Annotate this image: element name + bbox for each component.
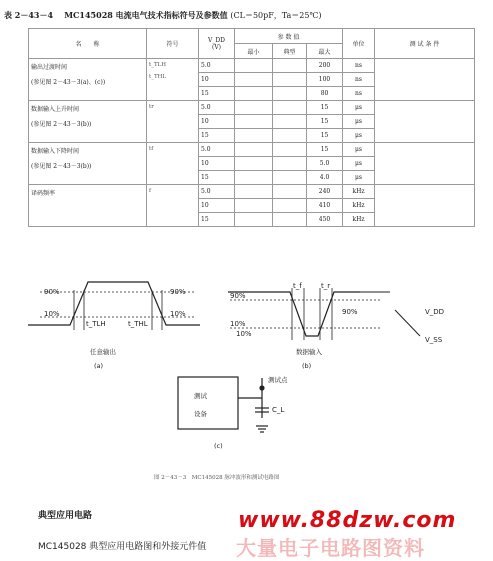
typ-cell [273, 143, 307, 157]
watermark-url: www.88dzw.com [238, 508, 457, 533]
test-point-label: 测试点 [268, 376, 288, 384]
param-symbol-cell [147, 101, 199, 143]
col-typ-header: 典型 [273, 44, 307, 59]
param-name-cell [29, 143, 147, 185]
typ-cell [273, 199, 307, 213]
watermark-cn: 大量电子电路图资料 [236, 536, 425, 560]
param-name-cell [29, 59, 147, 101]
vdd-header-label: V_DD [208, 36, 225, 44]
typ-cell [273, 157, 307, 171]
table-row [29, 101, 475, 115]
table-title-text: MC145028 电流电气技术指标符号及参数值 [64, 10, 228, 20]
typ-cell [273, 73, 307, 87]
vdd-cell: 10 [199, 157, 235, 171]
vdd-label: V_DD [425, 308, 445, 316]
min-cell [235, 59, 273, 73]
max-cell: 410 [307, 199, 343, 213]
level-90-label-b: 90% [230, 292, 246, 300]
level-10-label-a: 10% [44, 310, 60, 318]
box-line2: 设备 [194, 410, 207, 418]
param-symbol-cell [147, 185, 199, 227]
unit-cell: μs [343, 101, 375, 115]
spec-table [28, 28, 475, 227]
section-heading: 典型应用电路 [38, 511, 93, 521]
table-row [29, 185, 475, 199]
vdd-cell: 5.0 [199, 101, 235, 115]
tf-label: t_f [293, 282, 302, 290]
typ-cell [273, 129, 307, 143]
vdd-header-unit: (V) [211, 43, 221, 51]
min-cell [235, 115, 273, 129]
min-cell [235, 101, 273, 115]
table-number: 表 2－43－4 [4, 10, 54, 20]
vdd-cell: 5.0 [199, 143, 235, 157]
max-cell: 4.0 [307, 171, 343, 185]
unit-cell: ns [343, 59, 375, 73]
waveform-figure [0, 270, 493, 470]
level-90-label-a: 90% [44, 288, 60, 296]
figure-caption: 图 2－43－3 MC145028 脉冲波形和测试电路图 [154, 475, 280, 481]
cl-label: C_L [272, 406, 285, 414]
min-cell [235, 73, 273, 87]
unit-cell: μs [343, 143, 375, 157]
unit-cell: kHz [343, 185, 375, 199]
max-cell: 200 [307, 59, 343, 73]
test-cell [375, 185, 475, 227]
max-cell: 15 [307, 143, 343, 157]
max-cell: 80 [307, 87, 343, 101]
test-equipment-box [178, 377, 238, 429]
unit-cell: μs [343, 129, 375, 143]
col-name-header: 名 称 [29, 29, 147, 59]
vdd-cell: 15 [199, 87, 235, 101]
col-params-header: 参 数 值 [235, 29, 343, 44]
min-cell [235, 171, 273, 185]
test-point-node [260, 386, 264, 390]
max-cell: 5.0 [307, 157, 343, 171]
min-cell [235, 87, 273, 101]
data-input-label: 数据输入 [296, 348, 322, 356]
col-unit-header: 单位 [343, 29, 375, 59]
min-cell [235, 157, 273, 171]
figure-a-tag: (a) [94, 362, 104, 370]
typ-cell [273, 87, 307, 101]
col-max-header: 最大 [307, 44, 343, 59]
test-cell [375, 143, 475, 185]
min-cell [235, 143, 273, 157]
vdd-cell: 15 [199, 213, 235, 227]
vss-slope [395, 310, 420, 336]
test-cell [375, 101, 475, 143]
param-name: 输出过渡时间 [31, 64, 68, 71]
tthl-label: t_THL [128, 320, 148, 328]
level-90-label-b2: 90% [342, 308, 358, 316]
typ-cell [273, 185, 307, 199]
max-cell: 100 [307, 73, 343, 87]
unit-cell: kHz [343, 199, 375, 213]
ttlh-label: t_TLH [86, 320, 106, 328]
vdd-cell: 15 [199, 129, 235, 143]
param-name: 数据输入下降时间 [31, 148, 80, 155]
param-symbol: f [149, 188, 152, 194]
param-name-cell [29, 101, 147, 143]
vdd-cell: 5.0 [199, 59, 235, 73]
param-symbol: t_THL [149, 74, 167, 80]
max-cell: 240 [307, 185, 343, 199]
table-row [29, 59, 475, 73]
table-conditions: (CL＝50pF，Ta＝25℃) [230, 11, 322, 20]
col-test-header: 测 试 条 件 [375, 29, 475, 59]
typ-cell [273, 115, 307, 129]
param-ref: (参见图 2－43－3(b)) [31, 163, 92, 170]
typ-cell [273, 101, 307, 115]
param-ref: (参见图 2－43－3(b)) [31, 121, 92, 128]
col-min-header: 最小 [235, 44, 273, 59]
level-10-label-a2: 10% [170, 310, 186, 318]
max-cell: 15 [307, 129, 343, 143]
unit-cell: kHz [343, 213, 375, 227]
vdd-cell: 5.0 [199, 185, 235, 199]
level-10-label-b: 10% [230, 320, 246, 328]
unit-cell: μs [343, 115, 375, 129]
unit-cell: ns [343, 87, 375, 101]
param-symbol: tf [149, 146, 154, 152]
param-name: 译码频率 [31, 190, 56, 197]
col-vdd-header [199, 29, 235, 59]
test-cell [375, 59, 475, 101]
param-symbol: t_TLH [149, 62, 167, 68]
vss-label: V_SS [425, 336, 443, 344]
box-line1: 测试 [194, 392, 207, 400]
level-90-label-a2: 90% [170, 288, 186, 296]
table-title [4, 10, 322, 21]
min-cell [235, 199, 273, 213]
param-name-cell [29, 185, 147, 227]
vdd-cell: 10 [199, 199, 235, 213]
unit-cell: ns [343, 73, 375, 87]
level-10-label-b2: 10% [236, 330, 252, 338]
param-name: 数据输入上升时间 [31, 106, 80, 113]
param-symbol-cell [147, 143, 199, 185]
typ-cell [273, 213, 307, 227]
typ-cell [273, 59, 307, 73]
min-cell [235, 129, 273, 143]
min-cell [235, 213, 273, 227]
col-symbol-header: 符号 [147, 29, 199, 59]
param-ref: (参见图 2－43－3(a)、(c)) [31, 79, 106, 86]
any-output-label: 任意输出 [90, 348, 116, 356]
max-cell: 15 [307, 101, 343, 115]
param-symbol-cell [147, 59, 199, 101]
tr-label: t_r [321, 282, 331, 290]
unit-cell: μs [343, 157, 375, 171]
param-symbol: tr [149, 104, 154, 110]
figure-c-tag: (c) [214, 442, 223, 450]
unit-cell: μs [343, 171, 375, 185]
max-cell: 450 [307, 213, 343, 227]
figure-b-tag: (b) [302, 362, 312, 370]
body-paragraph: MC145028 典型应用电路图和外接元件值 [38, 542, 207, 552]
max-cell: 15 [307, 115, 343, 129]
vdd-cell: 10 [199, 73, 235, 87]
vdd-cell: 15 [199, 171, 235, 185]
min-cell [235, 185, 273, 199]
table-row [29, 143, 475, 157]
vdd-cell: 10 [199, 115, 235, 129]
typ-cell [273, 171, 307, 185]
